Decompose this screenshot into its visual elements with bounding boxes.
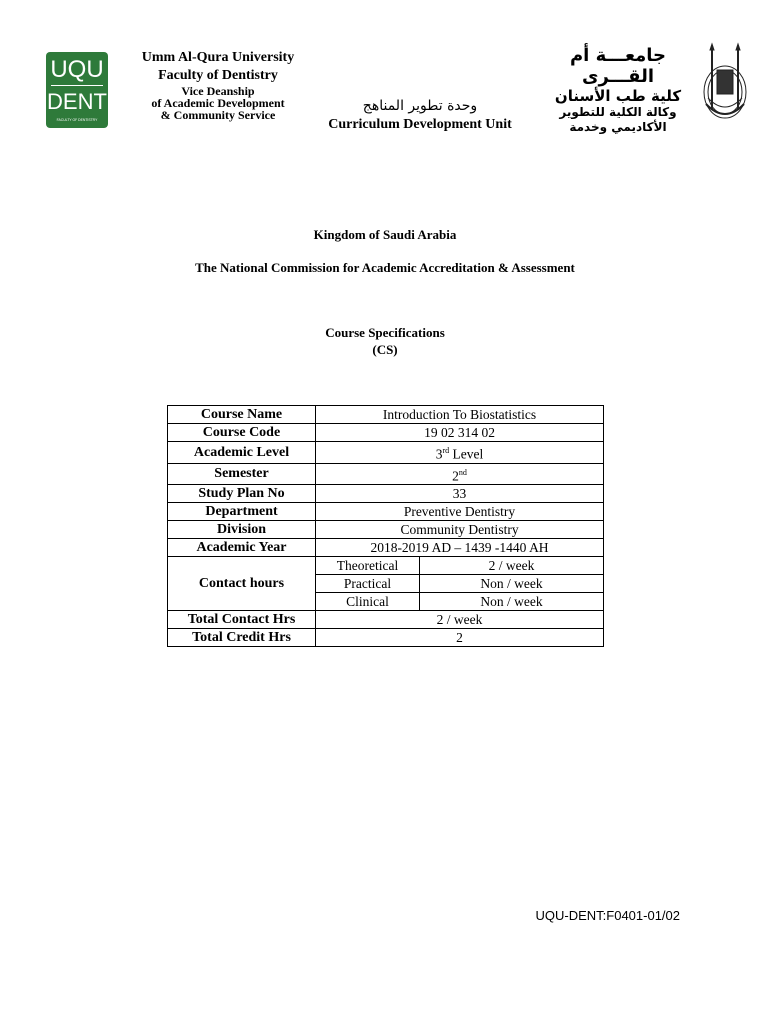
academic-arabic: الأكاديمي وخدمة <box>569 120 667 134</box>
academic-year-label: Academic Year <box>168 539 316 557</box>
table-row <box>168 521 604 539</box>
logo-divider <box>51 85 103 86</box>
logo-text-faculty: FACULTY OF DENTISTRY <box>56 118 98 122</box>
table-row <box>168 503 604 521</box>
academic-year-value: 2018-2019 AD – 1439 -1440 AH <box>316 539 604 557</box>
practical-value: Non / week <box>420 575 604 593</box>
contact-hours-label: Contact hours <box>168 557 316 611</box>
cs-abbreviation: (CS) <box>372 342 398 357</box>
course-name-value: Introduction To Biostatistics <box>316 406 604 424</box>
clinical-value: Non / week <box>420 593 604 611</box>
course-code-value: 19 02 314 02 <box>316 424 604 442</box>
table-row <box>168 557 604 575</box>
table-row <box>168 406 604 424</box>
faculty-name-arabic: كلية طب الأسنان <box>554 87 682 105</box>
header-unit-block <box>300 96 540 134</box>
total-credit-label: Total Credit Hrs <box>168 629 316 647</box>
department-value: Preventive Dentistry <box>316 503 604 521</box>
kingdom-title: Kingdom of Saudi Arabia <box>313 227 457 242</box>
faculty-name: Faculty of Dentistry <box>158 68 278 83</box>
faculty-logo <box>46 52 108 128</box>
theoretical-value: 2 / week <box>420 557 604 575</box>
logo-text-dent: DENT <box>47 89 107 114</box>
course-spec-table <box>167 405 604 647</box>
table-row <box>168 611 604 629</box>
academic-level-number: 3 <box>435 446 443 462</box>
semester-suffix: nd <box>458 467 467 477</box>
practical-label: Practical <box>316 575 420 593</box>
theoretical-label: Theoretical <box>316 557 420 575</box>
total-credit-value: 2 <box>316 629 604 647</box>
course-code-label: Course Code <box>168 424 316 442</box>
academic-level-label: Academic Level <box>168 442 316 464</box>
logo-text-uqu: UQU <box>50 56 104 83</box>
university-crest-icon <box>702 40 748 130</box>
commission-title: The National Commission for Academic Accreditation & Assessment <box>195 260 575 275</box>
academic-development: of Academic Development <box>151 96 285 110</box>
community-service: & Community Service <box>160 108 276 122</box>
division-value: Community Dentistry <box>316 521 604 539</box>
semester-label: Semester <box>168 463 316 485</box>
course-name-label: Course Name <box>168 406 316 424</box>
study-plan-value: 33 <box>316 485 604 503</box>
header-arabic-block <box>548 45 688 135</box>
table-row <box>168 424 604 442</box>
total-contact-label: Total Contact Hrs <box>168 611 316 629</box>
study-plan-label: Study Plan No <box>168 485 316 503</box>
division-label: Division <box>168 521 316 539</box>
header-english-block <box>120 49 316 121</box>
academic-level-suffix: rd <box>442 446 450 455</box>
university-name: Umm Al-Qura University <box>141 50 295 65</box>
university-name-arabic: جامعـــة أم القـــرى <box>569 45 667 87</box>
table-row <box>168 463 604 485</box>
document-code: UQU-DENT:F0401-01/02 <box>535 908 680 923</box>
academic-level-word: Level <box>449 446 484 462</box>
department-label: Department <box>168 503 316 521</box>
total-contact-value: 2 / week <box>316 611 604 629</box>
academic-level-value <box>316 442 604 464</box>
clinical-label: Clinical <box>316 593 420 611</box>
unit-name-arabic: وحدة تطوير المناهج <box>362 98 478 114</box>
semester-number: 2 <box>452 468 459 483</box>
table-row <box>168 539 604 557</box>
table-row <box>168 629 604 647</box>
semester-value <box>316 463 604 485</box>
course-specifications-title: Course Specifications <box>325 325 445 340</box>
vice-deanship-arabic: وكالة الكلية للتطوير <box>559 105 677 119</box>
table-row <box>168 442 604 464</box>
table-row <box>168 485 604 503</box>
vice-deanship: Vice Deanship <box>181 84 255 98</box>
unit-name-english: Curriculum Development Unit <box>328 117 512 132</box>
